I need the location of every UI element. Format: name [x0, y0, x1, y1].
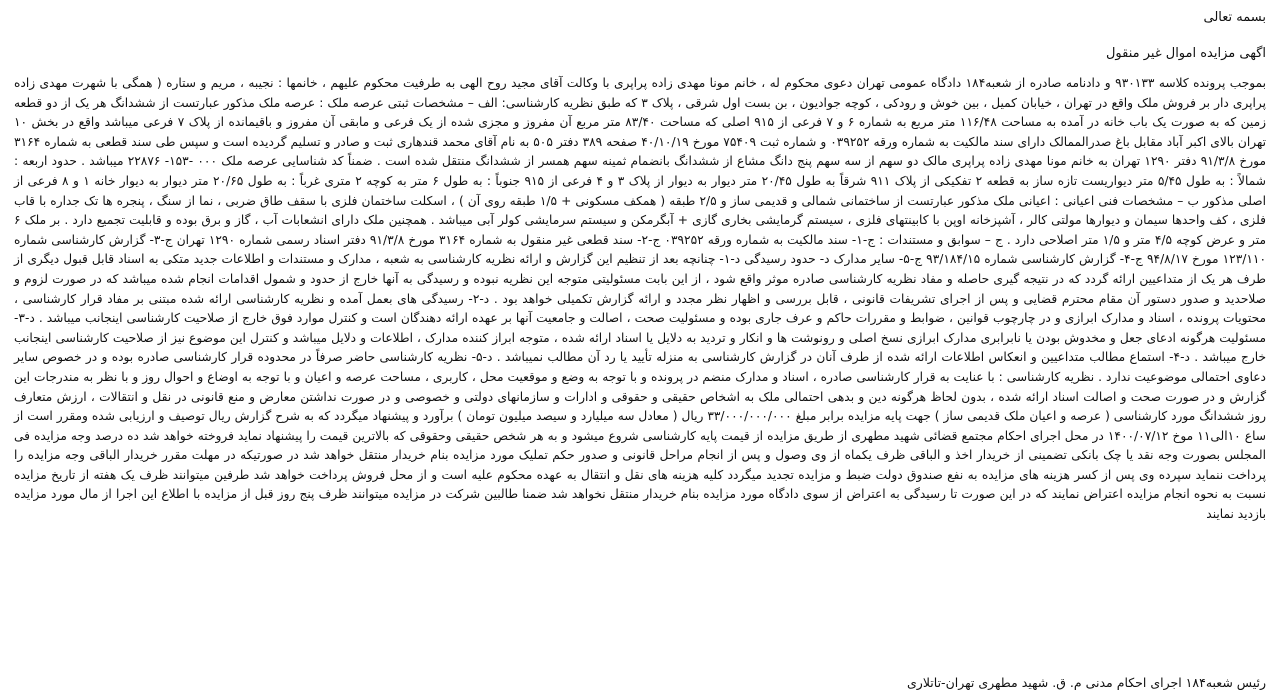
- basmala-heading: بسمه تعالی: [1203, 10, 1266, 25]
- notice-body-text: بموجب پرونده کلاسه ۹۳۰۱۳۳ و دادنامه صادره از شعبه۱۸۴ دادگاه عمومی تهران دعوی محکوم له ، خانم مونا مهدی زاده پراپری با وکالت آقای مجید روح الهی به طرفیت محکوم علیهم ، خانمها : نجیبه ، مریم و ستاره ( همگی با شهرت مهدی زاده پراپری دار بر فروش ملک واقع در تهران ، خیابان کمیل ، بین خوش و رودکی ، کوچه جوادیون ، بن بست اول شرقی ، پلاک ۳ که طبق نظریه کارشناسی: الف – مشخصات ثبتی عرصه ملک : عرصه ملک مذکور عبارتست از ششدانگ هر یک از دو قطعه زمین که به صورت یک باب خانه در آمده به مساحت ۱۱۶/۴۸ متر مربع به شماره ۶ و ۷ فرعی از ۹۱۵ اصلی که مساحت ۸۳/۴۰ متر مربع آن مفروز و مجزی شده از یک فرعی و مابقی آن مفروز و باقیمانده از پلاک ۷ فرعی میباشد واقع در بخش ۱۰ تهران بالای اکبر آباد مقابل باغ صدرالممالک دارای سند مالکیت به شماره ورقه ۰۳۹۲۵۲ و شماره ثبت ۷۵۴۰۹ مورخ ۴۰/۱۰/۱۹ صفحه ۳۸۹ دفتر ۵۰۵ به نام آقای محمد قندهاری ثبت و صادر و تسلیم گردیده است و سپس طی سند قطعی به شماره ۳۱۶۴ مورخ ۹۱/۳/۸ دفتر ۱۲۹۰ تهران به خانم مونا مهدی زاده پراپری مالک دو سهم از سه سهم پنج دانگ مشاع از ششدانگ بانضمام ثمینه سهم همسر از ششدانگ منتقل شده است . ضمناً کد شناسایی عرصه ملک ۰۰۰ -۱۵۳- ۲۲۸۷۶ میباشد . حدود اربعه : شمالاً : به طول ۵/۴۵ متر دیواریست تازه ساز به قطعه ۲ تفکیکی از پلاک ۹۱۱ شرقاً به طول ۲۰/۴۵ متر دیوار به دیوار از پلاک ۳ و ۴ فرعی از ۹۱۵ جنوباً : به طول ۶ متر به کوچه ۲ متری غرباً : به طول ۲۰/۶۵ متر دیوار به دیوار خانه ۱ و ۸ فرعی از اصلی مذکور ب – مشخصات فنی اعیانی : اعیانی ملک مذکور عبارتست از ساختمانی شمالی و قدیمی ساز و ۲/۵ طبقه ( همکف مسکونی + ۱/۵ طبقه روی آن ) ، اسکلت ساختمان فلزی با سقف طاق ضربی ، نما از سنگ ، پنجره ها تک جداره با قاب فلزی ، کف واحدها سیمان و دیوارها مولتی کالر ، آشپزخانه اوپن با کابینتهای فلزی ، سیستم گرمایشی بخاری گازی + آبگرمکن و سیستم سرمایشی کولر آبی میباشد . همچنین ملک دارای انشعابات آب ، گاز و برق بوده و قابلیت تجمیع دارد . بر ملک ۶ متر و عرض کوچه ۴/۵ متر و ۱/۵ متر اصلاحی دارد . ج – سوابق و مستندات : ج-۱- سند مالکیت به شماره ورقه ۰۳۹۲۵۲ ج-۲- سند قطعی غیر منقول به شماره ۳۱۶۴ مورخ ۹۱/۳/۸ دفتر اسناد رسمی شماره ۱۲۹۰ تهران ج-۳- گزارش کارشناسی شماره ۱۲۳/۱۱۰ مورخ ۹۴/۸/۱۷ ج-۴- گزارش کارشناسی شماره ۹۳/۱۸۴/۱۵ ج-۵- سایر مدارک د- حدود رسیدگی د-۱- چنانچه بعد از تنظیم این گزارش و ارائه نظریه کارشناسی به شعبه ، مدارک و مستندات و اطلاعات جدید متکی به اسناد قابل قبول دیگری از طرف هر یک از متداعیین ارائه گردد که در نتیجه گیری حاصله و مفاد نظریه کارشناسی صادره موثر واقع شود ، از این بابت مسئولیتی متوجه این نظریه نبوده و رسیدگی به آنها خارج از حدود و شمول اقدامات انجام شده میباشد که در صورت لزوم و صلاحدید و صدور دستور آن مقام محترم قضایی و پس از اجرای تشریفات قانونی ، قابل بررسی و اظهار نظر مجدد و ارائه گزارش تکمیلی خواهد بود . د-۲- رسیدگی های بعمل آمده و نظریه کارشناسی ارائه شده مبتنی بر مفاد قرار کارشناسی ، محتویات پرونده ، اسناد و مدارک ابرازی و در چارچوب قوانین ، ضوابط و مقررات حاکم و عرف جاری بوده و مسئولیت صحت ، اصالت و جامعیت آنها بر عهده ارائه دهندگان است و کنترل موارد فوق خارج از صلاحیت کارشناسی اینجانب میباشد . د-۳- مسئولیت هرگونه ادعای جعل و مخدوش بودن یا نابرابری مدارک ابرازی نسخ اصلی و رونوشت ها و انکار و تردید به دلایل یا اسناد ارائه شده ، متوجه ابراز کننده مدارک ، اطلاعات و دلایل میباشد و کنترل این موضوع نیز از صلاحیت کارشناسی اینجانب خارج میباشد . د-۴- استماع مطالب متداعیین و انعکاس اطلاعات ارائه شده از طرف آنان در گزارش کارشناسی به منزله تأیید یا رد آن مطالب نمیباشد . د-۵- نظریه کارشناسی حاضر صرفاً در محدوده قرار کارشناسی صادره بوده و در خصوص سایر دعاوی احتمالی موضوعیت ندارد . نظریه کارشناسی : با عنایت به قرار کارشناسی صادره ، اسناد و مدارک منضم در پرونده و با توجه به وضع و موقعیت محل ، کاربری ، مساحت عرصه و اعیان و با توجه به اوضاع و احوال روز و با نظر به مندرجات این گزارش و در صورت صحت و اصالت اسناد ارائه شده ، بدون لحاظ هرگونه دین و بدهی احتمالی ملک به اشخاص حقیقی و حقوقی و ادارات و سازمانهای دولتی و خصوصی و در صورت نداشتن معارض و منع قانونی در نقل و انتقالات ، ارزش متعارف روز ششدانگ مورد کارشناسی ( عرصه و اعیان ملک قدیمی ساز ) جهت پایه مزایده برابر مبلغ ۳۳/۰۰۰/۰۰۰/۰۰۰ ریال ( معادل سه میلیارد و سیصد میلیون تومان ) برآورد و پیشنهاد میگردد که به شرح گزارش ریال توصیف و ارزیابی شده ومقرر است از ساع ۱۰الی۱۱ موخ ۱۴۰۰/۰۷/۱۲ در محل اجرای احکام مجتمع قضائی شهید مطهری از طریق مزایده از قیمت پایه کارشناسی شروع میشود و به هر شخص حقیقی وحقوقی که بالاترین قیمت را پیشنهاد نماید فروخته خواهد شد ده درصد وجه مزایده فی المجلس بصورت وجه نقد یا چک بانکی تضمینی از خریدار اخذ و الباقی ظرف یکماه از وی وصول و پس از انجام مراحل قانونی و صدور حکم تملیک مورد مزایده بنام خریدار منتقل خواهد شد در صورتیکه در مهلت مقرر خریدار الباقی وجه مزایده را پرداخت ننماید سپرده وی پس از کسر هزینه های مزایده به نفع صندوق دولت ضبط و مزایده تجدید میگردد کلیه هزینه های نقل و انتقال به عهده محکوم علیه است و از محل فروش پرداخت خواهد شد طرفین میتوانند ظرف یک هفته از تاریخ مزایده نسبت به نحوه انجام مزایده اعتراض نمایند که در این صورت تا رسیدگی به اعتراض از سوی دادگاه مورد مزایده بنام خریدار منتقل نخواهد شد ضمنا طالبین شرکت در مزایده میتوانند ظرف پنج روز قبل از مزایده با اطلاع این اجرا از مال مورد مزایده بازدید نمایند: [14, 76, 1267, 522]
- signature-block: [907, 674, 1266, 692]
- signature-line: رئیس شعبه۱۸۴ اجرای احکام مدنی م. ق. شهید مطهری تهران-تاتلاری: [907, 675, 1266, 690]
- notice-title: اگهی مزایده اموال غیر منقول: [1105, 46, 1266, 61]
